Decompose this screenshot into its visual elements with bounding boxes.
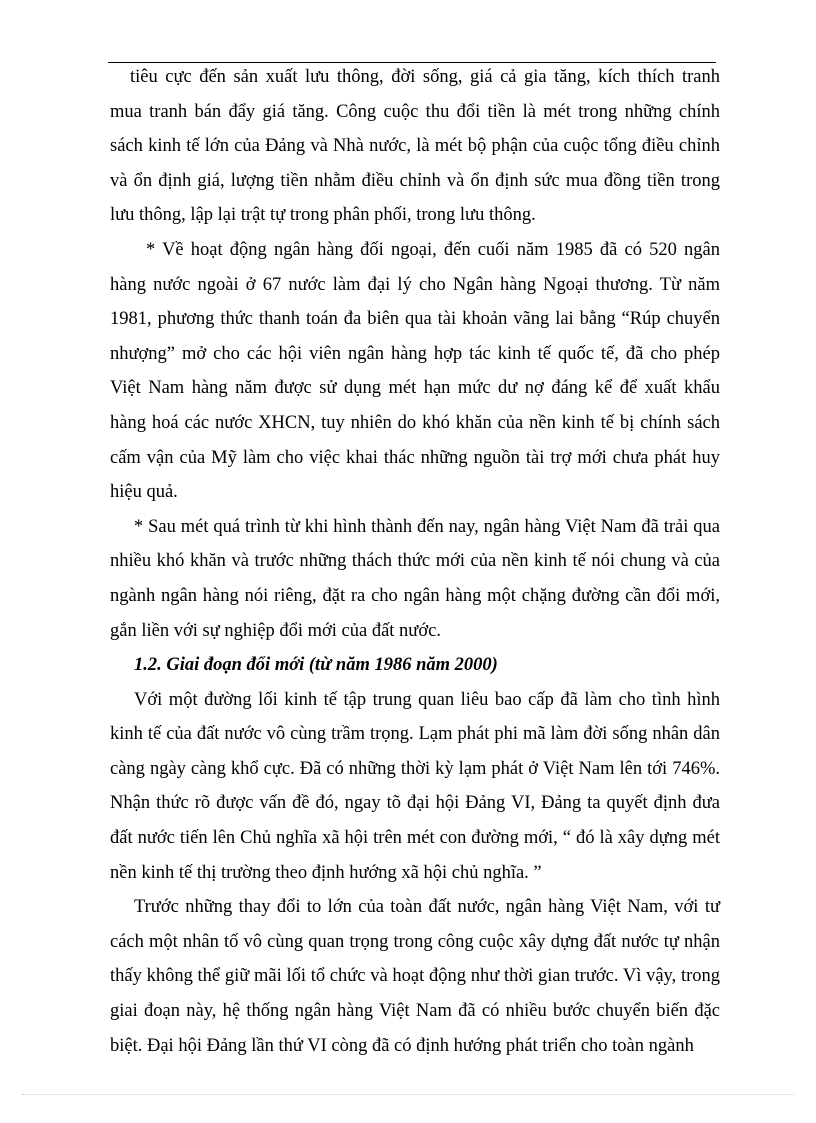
paragraph-foreign-banking	[110, 233, 720, 510]
text-line: nhượng” mở cho các hội viên ngân hàng hợp tác kinh tế quốc tế, đã cho phép	[110, 343, 720, 364]
text-line: 1981, phương thức thanh toán đa biên qua tài khoản vãng lai bằng “Rúp chuyển	[110, 309, 720, 330]
text-line: càng ngày càng khổ cực. Đã có những thời kỳ lạm phát ở Việt Nam lên tới 746%.	[110, 758, 720, 779]
document-body	[110, 60, 720, 1063]
text-line: lưu thông, lập lại trật tự trong phân phối, trong lưu thông.	[110, 205, 536, 226]
paragraph-economic-crisis	[110, 683, 720, 891]
text-line: gắn liền với sự nghiệp đổi mới của đất nước.	[110, 620, 441, 641]
text-line: hàng hoá các nước XHCN, tuy nhiên do khó khăn của nền kinh tế bị chính sách	[110, 412, 720, 433]
text-line: tiêu cực đến sản xuất lưu thông, đời sống, giá cả gia tăng, kích thích tranh	[130, 67, 720, 87]
text-line: sách kinh tế lớn của Đảng và Nhà nước, là mét bộ phận của cuộc tổng điều chỉnh	[110, 136, 720, 157]
text-line: cách một nhân tố vô cùng quan trọng trong công cuộc xây dựng đất nước tự nhận	[110, 931, 720, 952]
section-heading-text: 1.2. Giai đoạn đổi mới (từ năm 1986 năm 2000)	[134, 655, 498, 676]
text-line: biệt. Đại hội Đảng lần thứ VI còng đã có định hướng phát triển cho toàn ngành	[110, 1035, 694, 1056]
text-line: mua tranh bán đẩy giá tăng. Công cuộc thu đổi tiền là mét trong những chính	[110, 101, 720, 122]
text-line: * Về hoạt động ngân hàng đối ngoại, đến cuối năm 1985 đã có 520 ngân	[146, 239, 720, 260]
text-line: Nhận thức rõ được vấn đề đó, ngay tõ đại hội Đảng VI, Đảng ta quyết định đưa	[110, 793, 720, 814]
section-heading	[110, 648, 720, 683]
text-line: đất nước tiến lên Chủ nghĩa xã hội trên mét con đường mới, “ đó là xây dựng mét	[110, 828, 720, 849]
text-line: nhiều khó khăn và trước những thách thức mới của nền kinh tế nói chung và của	[110, 551, 720, 572]
text-line: nền kinh tế thị trường theo định hướng xã hội chủ nghĩa. ”	[110, 862, 542, 883]
text-line: Với một đường lối kinh tế tập trung quan liêu bao cấp đã làm cho tình hình	[134, 689, 720, 710]
paragraph-banking-summary	[110, 510, 720, 648]
text-line: thấy không thể giữ mãi lối tổ chức và hoạt động như thời gian trước. Vì vậy, trong	[110, 966, 720, 987]
text-line: * Sau mét quá trình từ khi hình thành đến nay, ngân hàng Việt Nam đã trải qua	[134, 516, 720, 537]
text-line: giai đoạn này, hệ thống ngân hàng Việt Nam đã có nhiều bước chuyển biến đặc	[110, 1001, 720, 1022]
text-line: hàng nước ngoài ở 67 nước làm đại lý cho Ngân hàng Ngoại thương. Từ năm	[110, 274, 720, 295]
text-line: Việt Nam hàng năm được sử dụng mét hạn mức dư nợ đáng kể để xuất khẩu	[110, 378, 720, 399]
text-line: và ổn định giá, lượng tiền nhằm điều chỉnh và ổn định sức mua đồng tiền trong	[110, 170, 720, 191]
text-line: cấm vận của Mỹ làm cho việc khai thác những nguồn tài trợ mới chưa phát huy	[110, 447, 720, 468]
paragraph-price-policy	[110, 60, 720, 233]
text-line: ngành ngân hàng nói riêng, đặt ra cho ngân hàng một chặng đường cần đổi mới,	[110, 585, 720, 606]
text-line: kinh tế của đất nước vô cùng trầm trọng. Lạm phát phi mã làm đời sống nhân dân	[110, 724, 720, 745]
footer-divider	[22, 1094, 794, 1095]
text-line: hiệu quả.	[110, 482, 178, 503]
text-line: Trước những thay đổi to lớn của toàn đất nước, ngân hàng Việt Nam, với tư	[134, 897, 720, 918]
paragraph-banking-reform	[110, 890, 720, 1063]
